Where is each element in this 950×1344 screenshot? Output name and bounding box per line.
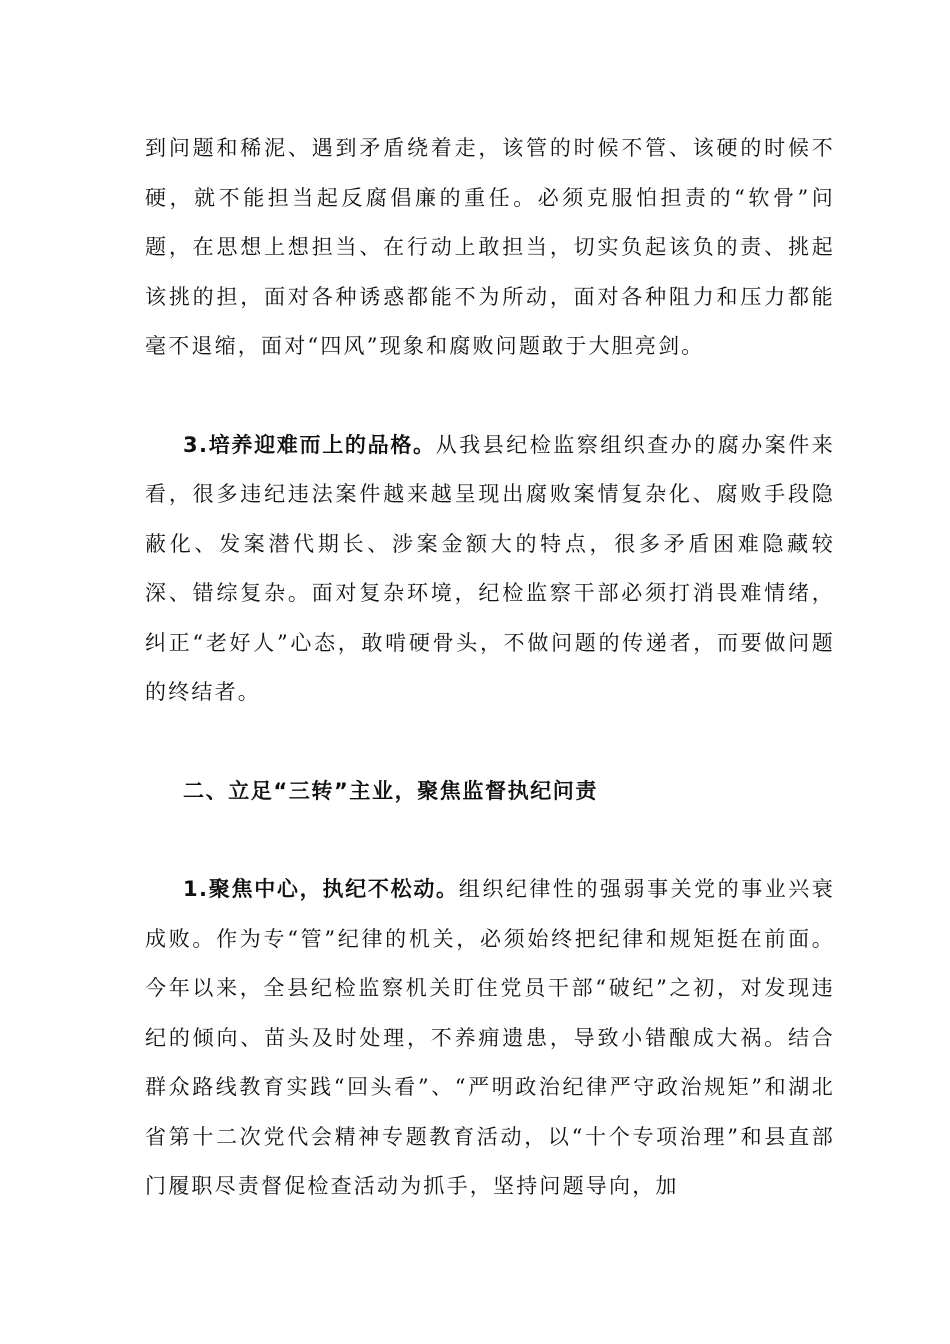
document-page (145, 124, 835, 1212)
paragraph-lead-1: 1.聚焦中心，执纪不松动。 (183, 877, 459, 901)
paragraph-continued: 到问题和稀泥、遇到矛盾绕着走，该管的时候不管、该硬的时候不硬，就不能担当起反腐倡廉的重任。必须克服怕担责的“软骨”问题，在思想上想担当、在行动上敢担当，切实负起该负的责、挑起该挑的担，面对各种诱惑都能不为所动，面对各种阻力和压力都能毫不退缩，面对“四风”现象和腐败问题敢于大胆亮剑。 (145, 136, 835, 358)
paragraph-body-3: 从我县纪检监察组织查办的腐办案件来看，很多违纪违法案件越来越呈现出腐败案情复杂化、腐败手段隐蔽化、发案潜代期长、涉案金额大的特点，很多矛盾困难隐藏较深、错综复杂。面对复杂环境，纪检监察干部必须打消畏难情绪，纠正“老好人”心态，敢啃硬骨头，不做问题的传递者，而要做问题的终结者。 (145, 432, 835, 704)
paragraph-body-1: 组织纪律性的强弱事关党的事业兴衰成败。作为专“管”纪律的机关，必须始终把纪律和规矩挺在前面。今年以来，全县纪检监察机关盯住党员干部“破纪”之初，对发现违纪的倾向、苗头及时处理，不养痈遗患，导致小错酿成大祸。结合群众路线教育实践“回头看”、“严明政治纪律严守政治规矩”和湖北省第十二次党代会精神专题教育活动，以“十个专项治理”和县直部门履职尽责督促检查活动为抓手，坚持问题导向，加 (145, 877, 835, 1198)
paragraph-lead-3: 3.培养迎难而上的品格。 (183, 432, 436, 457)
paragraph-section-1 (145, 865, 835, 1212)
section-heading-2: 二、立足“三转”主业，聚焦监督执纪问责 (183, 778, 599, 803)
paragraph-section-3 (145, 421, 835, 718)
